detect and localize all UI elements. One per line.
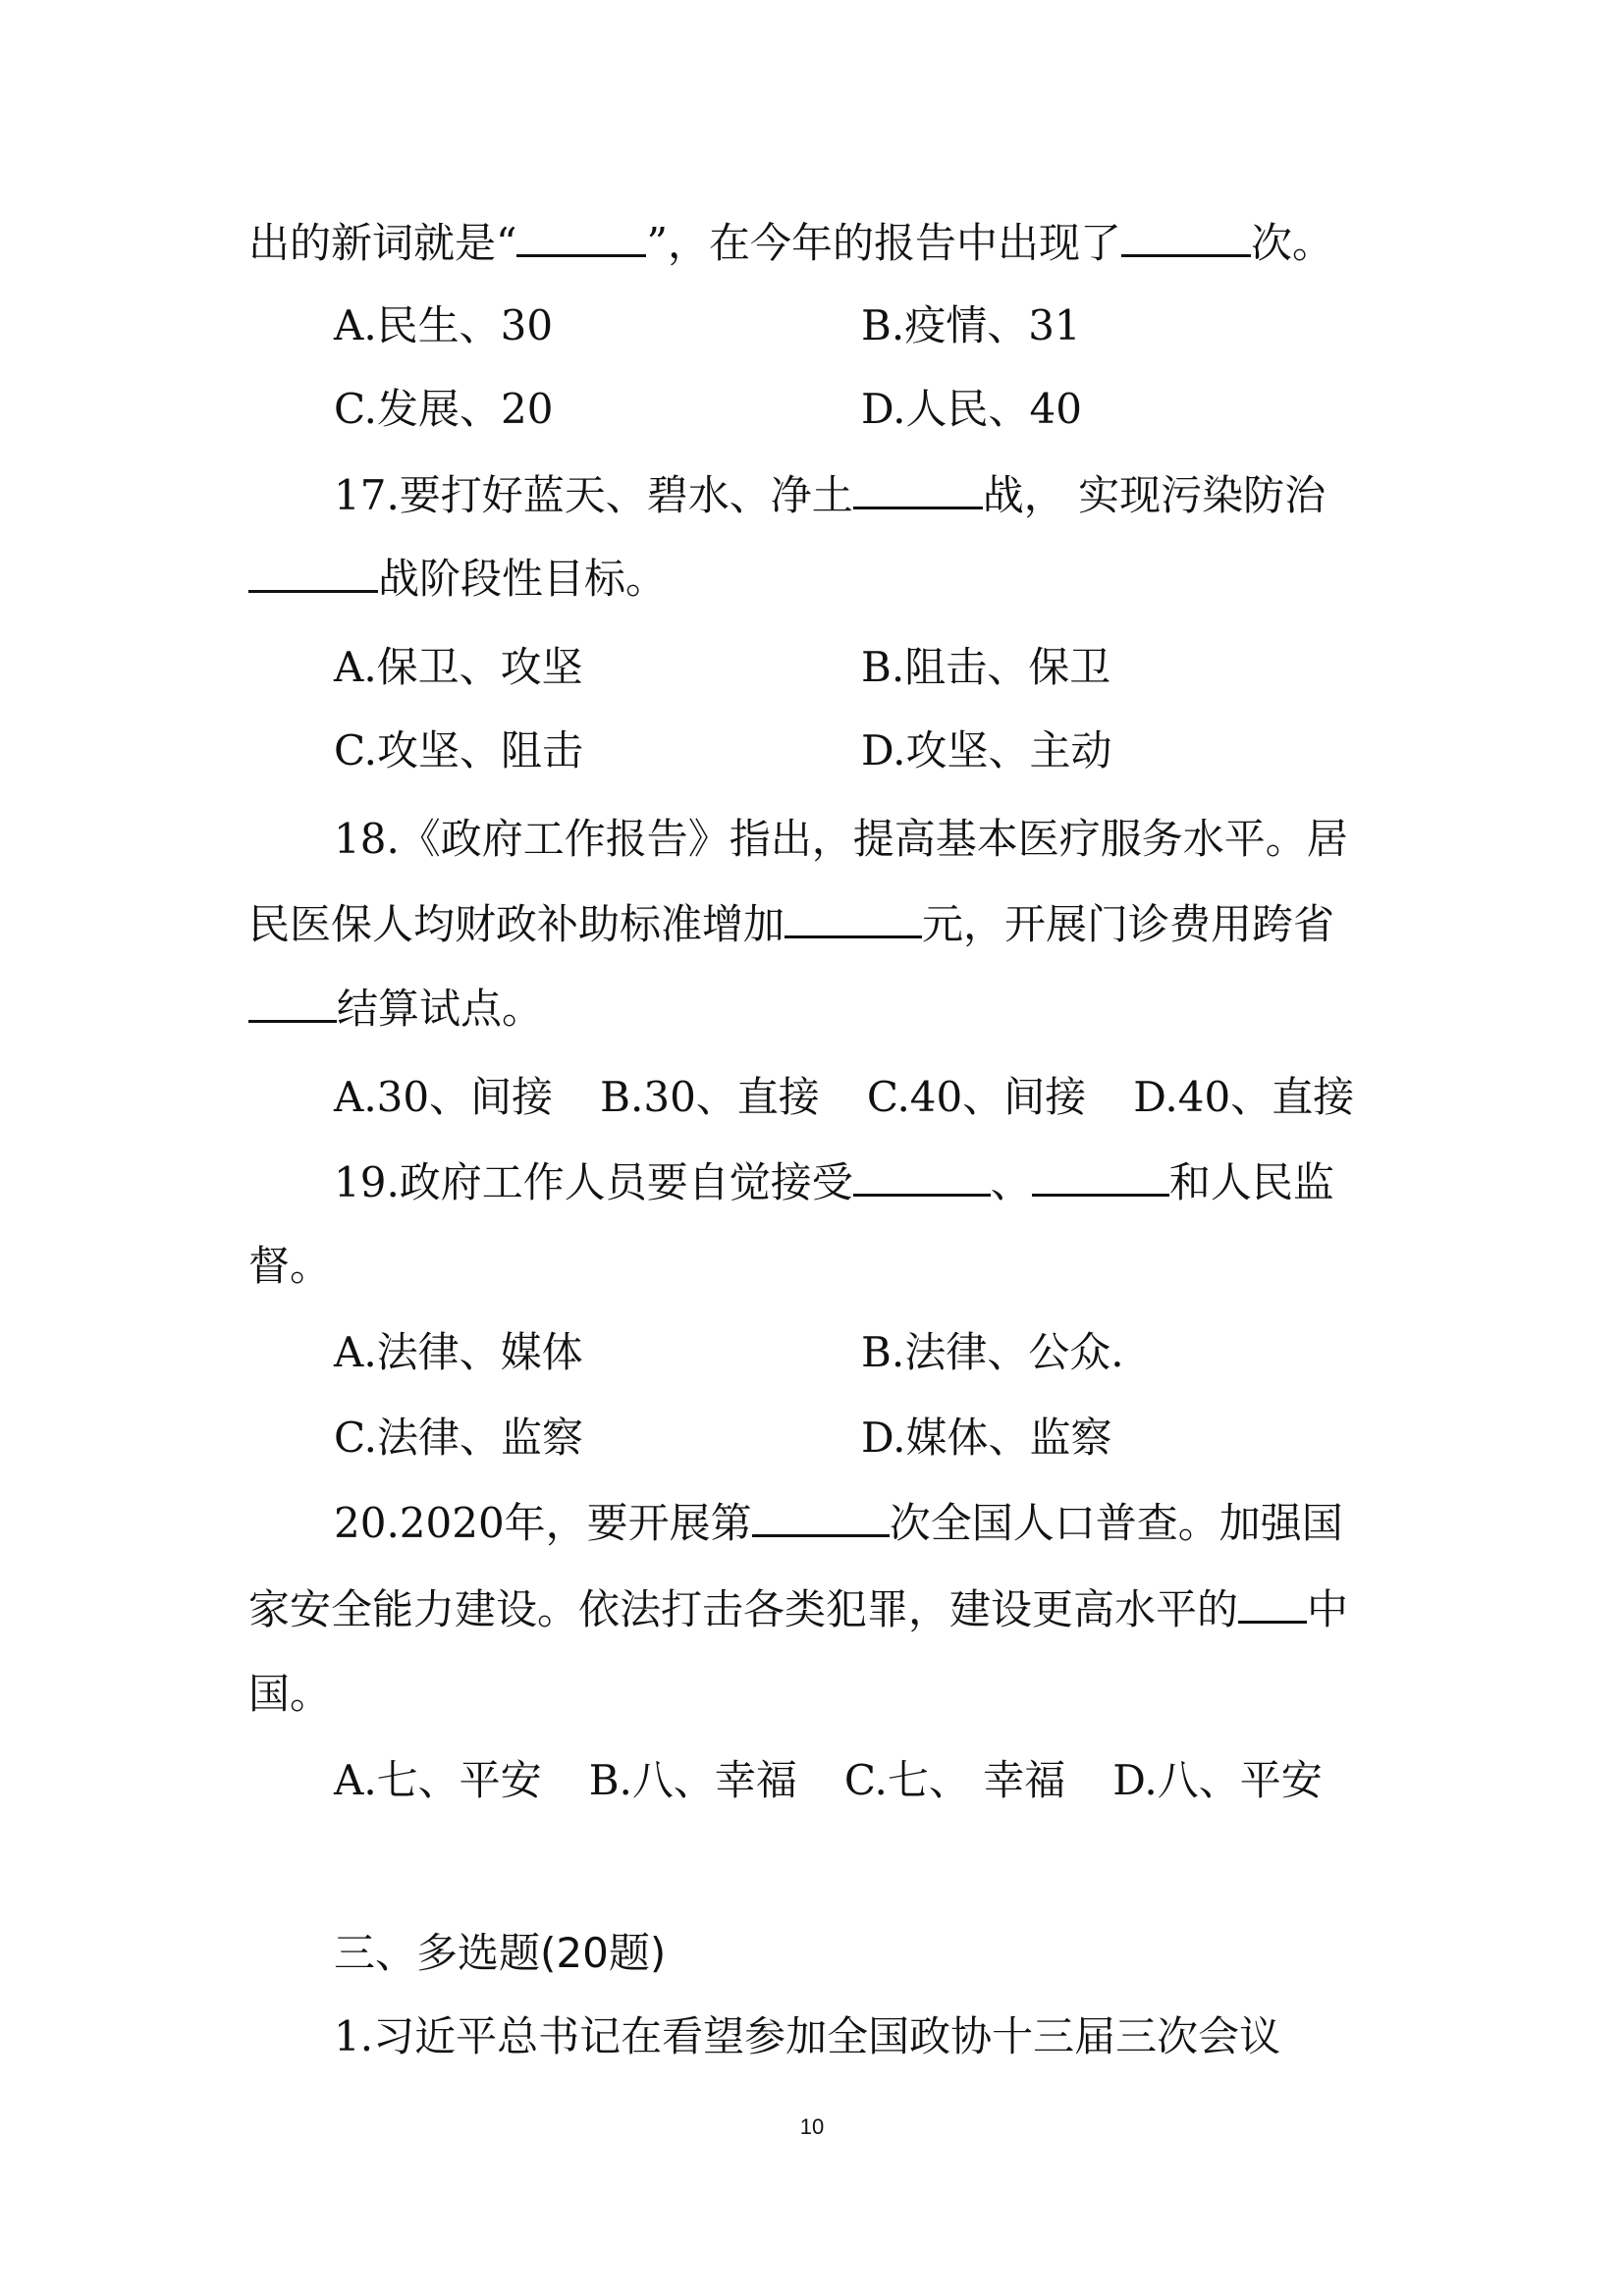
section-heading: 三、多选题(20题) <box>334 1929 667 1977</box>
q17-blank-1 <box>853 467 983 509</box>
q20-option-b: B.八、幸福 <box>588 1756 797 1804</box>
q17-text-a: 17.要打好蓝天、碧水、净土 <box>334 471 853 519</box>
q17-blank-2 <box>248 551 378 593</box>
q19-blank-2 <box>1032 1154 1169 1197</box>
q18-option-d: D.40、直接 <box>1133 1073 1355 1121</box>
q16-text-b: ”，在今年的报告中出现了 <box>646 219 1121 267</box>
q17-stem-line-1 <box>334 466 1326 525</box>
q20-blank-1 <box>752 1495 890 1537</box>
q18-stem-line-2 <box>248 895 1334 954</box>
q18-text-b: 元，开展门诊费用跨省 <box>922 900 1335 948</box>
q18-blank-1 <box>785 896 922 938</box>
q17-stem-line-2 <box>248 550 667 609</box>
q20-stem-line-3: 国。 <box>248 1670 332 1718</box>
page-number: 10 <box>799 2114 825 2139</box>
q20-text-d: 中 <box>1307 1585 1349 1633</box>
q19-text-a: 19.政府工作人员要自觉接受 <box>334 1158 853 1206</box>
q19-text-b: 、 <box>990 1158 1032 1206</box>
q20-text-b: 次全国人口普查。加强国 <box>889 1499 1343 1547</box>
q20-option-c: C.七、 幸福 <box>843 1756 1066 1804</box>
q17-text-c: 战阶段性目标。 <box>378 555 668 603</box>
q18-stem-line-1: 18.《政府工作报告》指出，提高基本医疗服务水平。居 <box>334 815 1348 863</box>
q17-text-b: 战， 实现污染防治 <box>982 471 1326 519</box>
q17-option-a: A.保卫、攻坚 <box>334 643 583 691</box>
q19-stem-line-2: 督。 <box>248 1242 332 1290</box>
q18-stem-line-3 <box>248 980 543 1039</box>
q20-text-a: 20.2020年，要开展第 <box>334 1499 752 1547</box>
q16-stem-line <box>248 214 1333 273</box>
q16-option-a: A.民生、30 <box>334 301 554 349</box>
q17-option-b: B.阻击、保卫 <box>861 643 1111 691</box>
q19-option-c: C.法律、监察 <box>334 1414 583 1462</box>
q20-options-line <box>334 1751 1323 1810</box>
q20-stem-line-2 <box>248 1580 1348 1639</box>
q18-text-c: 结算试点。 <box>337 985 544 1033</box>
q20-blank-2 <box>1238 1581 1307 1624</box>
q19-blank-1 <box>853 1154 991 1197</box>
q18-text-a: 民医保人均财政补助标准增加 <box>248 900 785 948</box>
q19-option-b: B.法律、公众. <box>861 1328 1124 1376</box>
q16-blank-1 <box>516 215 646 257</box>
q20-option-d: D.八、平安 <box>1112 1756 1323 1804</box>
q19-stem-line-1 <box>334 1153 1334 1212</box>
q17-option-c: C.攻坚、阻击 <box>334 726 583 774</box>
q20-text-c: 家安全能力建设。依法打击各类犯罪，建设更高水平的 <box>248 1585 1239 1633</box>
q20-option-a: A.七、平安 <box>334 1756 542 1804</box>
q18-options-line <box>334 1068 1354 1127</box>
q19-text-c: 和人民监 <box>1168 1158 1334 1206</box>
q18-option-b: B.30、直接 <box>600 1073 820 1121</box>
q16-option-d: D.人民、40 <box>861 385 1082 433</box>
q18-blank-2 <box>248 981 337 1023</box>
q16-option-b: B.疫情、31 <box>861 301 1081 349</box>
q16-text-a: 出的新词就是“ <box>248 219 517 267</box>
q16-blank-2 <box>1121 215 1251 257</box>
q16-text-c: 次。 <box>1250 219 1333 267</box>
q18-option-a: A.30、间接 <box>334 1073 554 1121</box>
q19-option-d: D.媒体、监察 <box>861 1414 1112 1462</box>
q20-stem-line-1 <box>334 1494 1343 1553</box>
q17-option-d: D.攻坚、主动 <box>861 726 1112 774</box>
section3-q1-line-1: 1.习近平总书记在看望参加全国政协十三届三次会议 <box>334 2012 1281 2060</box>
q16-option-c: C.发展、20 <box>334 385 554 433</box>
q18-option-c: C.40、间接 <box>866 1073 1087 1121</box>
q19-option-a: A.法律、媒体 <box>334 1328 583 1376</box>
